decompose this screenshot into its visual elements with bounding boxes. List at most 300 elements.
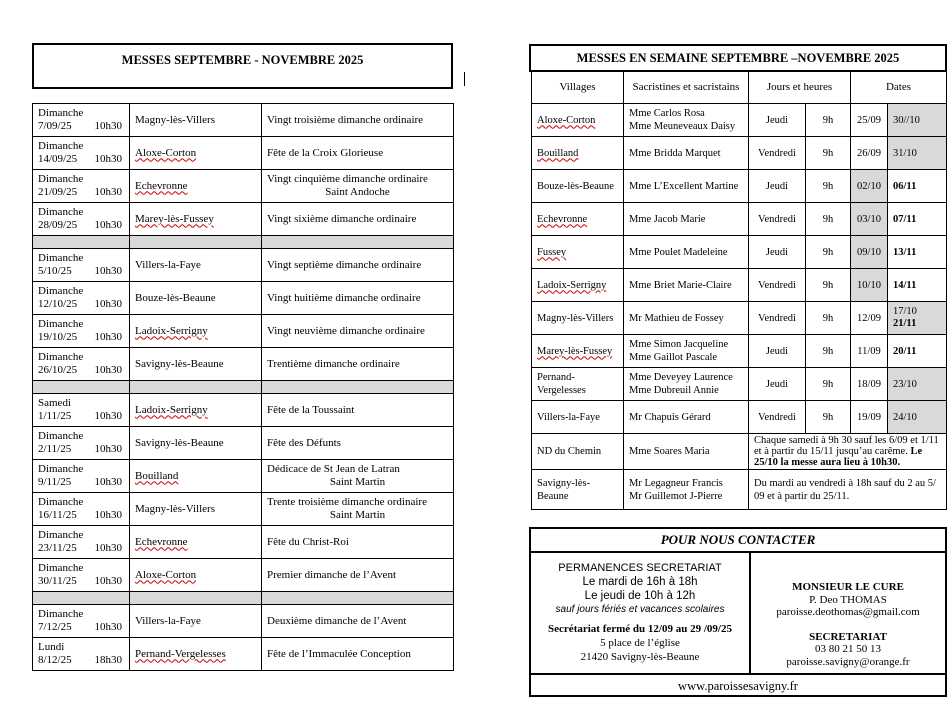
mass-datetime — [38, 621, 124, 634]
date-2b: 21/11 — [893, 318, 917, 329]
mass-place: Ladoix-Serrigny — [135, 324, 208, 337]
separator-cell — [33, 592, 130, 605]
date-2a: 17/10 — [893, 306, 917, 317]
header-villages: Villages — [532, 72, 624, 104]
mass-place: Bouilland — [135, 469, 179, 482]
mass-place-cell — [130, 249, 262, 282]
mass-time: 10h30 — [94, 331, 122, 343]
mass-time: 18h30 — [94, 654, 122, 666]
mass-date-cell — [33, 394, 130, 427]
weekday-row — [532, 104, 947, 137]
mass-place-cell — [130, 315, 262, 348]
village-cell — [532, 335, 624, 368]
mass-date-cell — [33, 249, 130, 282]
mass-feast-cell — [262, 427, 454, 460]
sacristain-name: Mr Guillemot J-Pierre — [629, 490, 723, 502]
perm-title: PERMANENCES SECRETARIAT — [558, 562, 722, 574]
date-1-cell: 19/09 — [851, 401, 888, 434]
mass-date-cell — [33, 526, 130, 559]
mass-place: Marey-lès-Fussey — [135, 212, 214, 225]
weekday-cell: Jeudi — [749, 335, 806, 368]
mass-feast: Fête du Christ-Roi — [267, 535, 349, 548]
mass-feast-cell — [262, 460, 454, 493]
mass-feast-cell — [262, 104, 454, 137]
mass-datetime — [38, 476, 124, 489]
sacristain-cell — [624, 335, 749, 368]
mass-date: 7/09/25 — [38, 120, 72, 132]
date-1-cell: 03/10 — [851, 203, 888, 236]
weekday-masses-table — [531, 71, 947, 510]
mass-feast-cell — [262, 638, 454, 671]
mass-feast-saint: Saint Andoche — [325, 186, 390, 198]
header-dates: Dates — [851, 72, 947, 104]
mass-time: 10h30 — [94, 443, 122, 455]
mass-time: 10h30 — [94, 120, 122, 132]
mass-datetime — [38, 186, 124, 199]
village-cell — [532, 137, 624, 170]
permanences-panel — [531, 553, 751, 673]
mass-feast: Vingt sixième dimanche ordinaire — [267, 212, 417, 225]
schedule-note-cell: Du mardi au vendredi à 18h sauf du 2 au 5/ 09 et à partir du 25/11. — [749, 470, 947, 510]
sacristain-cell — [624, 302, 749, 335]
date-2-cell: 20/11 — [888, 335, 947, 368]
mass-datetime — [38, 654, 124, 667]
mass-row — [33, 394, 454, 427]
mass-row — [33, 282, 454, 315]
mass-row — [33, 493, 454, 526]
sacristain-name: Mme Bridda Marquet — [629, 147, 721, 159]
mass-day: Dimanche — [38, 140, 84, 152]
mass-day: Samedi — [38, 397, 71, 409]
header-sacristains: Sacristines et sacristains — [624, 72, 749, 104]
mass-place: Echevronne — [135, 179, 188, 192]
separator-row — [33, 236, 454, 249]
sacristain-cell — [624, 236, 749, 269]
mass-row — [33, 137, 454, 170]
village-name: Pernand-Vergelesses — [537, 372, 586, 396]
mass-date-cell — [33, 282, 130, 315]
village-cell — [532, 269, 624, 302]
right-title-box — [529, 44, 947, 72]
mass-feast-cell — [262, 170, 454, 203]
weekday-cell: Jeudi — [749, 104, 806, 137]
mass-datetime — [38, 575, 124, 588]
header-jours: Jours et heures — [749, 72, 851, 104]
address-line-2: 21420 Savigny-lès-Beaune — [580, 651, 700, 663]
separator-row — [33, 381, 454, 394]
hour-cell: 9h — [806, 170, 851, 203]
mass-feast: Premier dimanche de l’Avent — [267, 568, 396, 581]
sacristain-name: Mme Gaillot Pascale — [629, 352, 718, 363]
date-2-cell: 13/11 — [888, 236, 947, 269]
mass-place-cell — [130, 493, 262, 526]
village-name: Bouze-lès-Beaune — [537, 180, 614, 192]
mass-day: Dimanche — [38, 430, 84, 442]
mass-place: Savigny-lès-Beaune — [135, 357, 224, 370]
mass-datetime — [38, 509, 124, 522]
weekday-row — [532, 368, 947, 401]
cure-name: P. Deo THOMAS — [809, 593, 887, 606]
sacristain-name: Mr Legagneur Francis — [629, 477, 723, 489]
mass-place-cell — [130, 203, 262, 236]
mass-date: 19/10/25 — [38, 331, 78, 343]
mass-time: 10h30 — [94, 509, 122, 521]
sacristain-cell — [624, 104, 749, 137]
mass-feast-cell — [262, 137, 454, 170]
hour-cell: 9h — [806, 368, 851, 401]
sacristain-cell — [624, 368, 749, 401]
mass-date-cell — [33, 605, 130, 638]
address-line-1: 5 place de l’église — [600, 637, 680, 649]
village-cell — [532, 302, 624, 335]
mass-feast: Vingt neuvième dimanche ordinaire — [267, 324, 425, 337]
sacristain-name: Mme Meuneveaux Daisy — [629, 121, 736, 132]
mass-place: Savigny-lès-Beaune — [135, 436, 224, 449]
mass-feast: Dédicace de St Jean de Latran — [267, 463, 400, 475]
mass-day: Dimanche — [38, 107, 84, 119]
mass-place: Bouze-lès-Beaune — [135, 291, 216, 304]
mass-place: Magny-lès-Villers — [135, 113, 215, 126]
mass-row — [33, 526, 454, 559]
date-2-cell: 31/10 — [888, 137, 947, 170]
cursor-mark — [464, 72, 465, 86]
date-1-cell: 02/10 — [851, 170, 888, 203]
mass-feast-cell — [262, 605, 454, 638]
weekday-row — [532, 269, 947, 302]
schedule-note: Chaque samedi à 9h 30 sauf les 6/09 et 1/11 et à partir du 15/11 jusqu’au carême. — [754, 435, 939, 457]
mass-time: 10h30 — [94, 364, 122, 376]
mass-row — [33, 104, 454, 137]
mass-feast: Vingt troisième dimanche ordinaire — [267, 113, 424, 126]
mass-place-cell — [130, 104, 262, 137]
mass-datetime — [38, 120, 124, 133]
mass-feast-cell — [262, 394, 454, 427]
mass-date: 16/11/25 — [38, 509, 77, 521]
weekday-row — [532, 170, 947, 203]
mass-date: 7/12/25 — [38, 621, 72, 633]
mass-date: 23/11/25 — [38, 542, 77, 554]
schedule-note-bold: Le 25/10 la messe aura lieu à 10h30. — [754, 446, 923, 468]
contact-title: POUR NOUS CONTACTER — [531, 529, 945, 553]
weekday-row — [532, 137, 947, 170]
mass-date-cell — [33, 559, 130, 592]
mass-place-cell — [130, 638, 262, 671]
sacristain-name: Mme Carlos Rosa — [629, 108, 705, 119]
mass-date: 14/09/25 — [38, 153, 78, 165]
sunday-masses-table — [32, 103, 454, 671]
mass-day: Dimanche — [38, 463, 84, 475]
hour-cell: 9h — [806, 335, 851, 368]
mass-day: Dimanche — [38, 562, 84, 574]
cure-title: MONSIEUR LE CURE — [792, 581, 904, 593]
mass-day: Dimanche — [38, 496, 84, 508]
sacristain-cell — [624, 137, 749, 170]
mass-row — [33, 559, 454, 592]
separator-cell — [262, 236, 454, 249]
village-name: Villers-la-Faye — [537, 411, 600, 423]
mass-time: 10h30 — [94, 186, 122, 198]
separator-cell — [33, 236, 130, 249]
weekday-cell: Jeudi — [749, 170, 806, 203]
mass-place: Villers-la-Faye — [135, 258, 201, 271]
sacristain-cell — [624, 401, 749, 434]
mass-feast-cell — [262, 348, 454, 381]
separator-cell — [262, 381, 454, 394]
hour-cell: 9h — [806, 401, 851, 434]
mass-datetime — [38, 298, 124, 311]
mass-time: 10h30 — [94, 476, 122, 488]
mass-place-cell — [130, 526, 262, 559]
weekday-cell: Vendredi — [749, 269, 806, 302]
date-2-cell: 07/11 — [888, 203, 947, 236]
mass-row — [33, 315, 454, 348]
mass-date-cell — [33, 348, 130, 381]
mass-datetime — [38, 153, 124, 166]
weekday-cell: Vendredi — [749, 401, 806, 434]
mass-date: 2/11/25 — [38, 443, 72, 455]
sacristain-name: Mme Dubreuil Annie — [629, 385, 719, 396]
mass-date-cell — [33, 493, 130, 526]
separator-cell — [130, 236, 262, 249]
mass-row — [33, 638, 454, 671]
date-1-cell: 09/10 — [851, 236, 888, 269]
mass-date-cell — [33, 427, 130, 460]
mass-datetime — [38, 265, 124, 278]
mass-row — [33, 605, 454, 638]
mass-feast-cell — [262, 203, 454, 236]
mass-feast: Deuxième dimanche de l’Avent — [267, 614, 407, 627]
sacristain-cell — [624, 170, 749, 203]
village-name: Magny-lès-Villers — [537, 312, 614, 324]
village-name: Bouilland — [537, 147, 579, 159]
sacristain-name: Mr Mathieu de Fossey — [629, 312, 724, 324]
perm-line-2: Le jeudi de 10h à 12h — [584, 590, 696, 602]
mass-day: Dimanche — [38, 206, 84, 218]
separator-cell — [130, 381, 262, 394]
date-1-cell: 10/10 — [851, 269, 888, 302]
mass-feast-cell — [262, 315, 454, 348]
mass-datetime — [38, 364, 124, 377]
village-cell — [532, 170, 624, 203]
mass-place-cell — [130, 348, 262, 381]
weekday-cell: Jeudi — [749, 236, 806, 269]
village-name: Ladoix-Serrigny — [537, 279, 607, 291]
hour-cell: 9h — [806, 236, 851, 269]
village-cell — [532, 401, 624, 434]
mass-feast: Trente troisième dimanche ordinaire — [267, 496, 427, 508]
weekday-row — [532, 335, 947, 368]
mass-feast-cell — [262, 249, 454, 282]
mass-feast: Vingt huitième dimanche ordinaire — [267, 291, 421, 304]
date-2-cell: 24/10 — [888, 401, 947, 434]
sacristain-name: Mr Chapuis Gérard — [629, 411, 711, 423]
date-1-cell: 18/09 — [851, 368, 888, 401]
hour-cell: 9h — [806, 269, 851, 302]
hour-cell: 9h — [806, 203, 851, 236]
mass-feast: Fête de l’Immaculée Conception — [267, 647, 411, 660]
mass-time: 10h30 — [94, 265, 122, 277]
mass-place-cell — [130, 170, 262, 203]
mass-time: 10h30 — [94, 410, 122, 422]
weekday-row-nd — [532, 434, 947, 470]
sacristain-cell — [624, 470, 749, 510]
mass-place-cell — [130, 427, 262, 460]
mass-day: Dimanche — [38, 351, 84, 363]
mass-feast: Fête de la Croix Glorieuse — [267, 146, 384, 159]
mass-date-cell — [33, 315, 130, 348]
mass-date-cell — [33, 638, 130, 671]
mass-place: Magny-lès-Villers — [135, 502, 215, 515]
mass-place: Ladoix-Serrigny — [135, 403, 208, 416]
right-title: MESSES EN SEMAINE SEPTEMBRE –NOVEMBRE 2025 — [576, 51, 900, 65]
date-2-cell: 06/11 — [888, 170, 947, 203]
mass-datetime — [38, 542, 124, 555]
village-cell: ND du Chemin — [532, 434, 624, 470]
contacts-panel — [751, 553, 945, 673]
contact-box — [529, 527, 947, 697]
mass-place: Aloxe-Corton — [135, 568, 197, 581]
mass-place: Villers-la-Faye — [135, 614, 201, 627]
date-1-cell: 11/09 — [851, 335, 888, 368]
mass-place-cell — [130, 460, 262, 493]
weekday-row — [532, 203, 947, 236]
mass-day: Lundi — [38, 641, 65, 653]
date-1-cell: 25/09 — [851, 104, 888, 137]
mass-time: 10h30 — [94, 298, 122, 310]
mass-time: 10h30 — [94, 575, 122, 587]
mass-row — [33, 203, 454, 236]
weekday-row — [532, 401, 947, 434]
weekday-cell: Vendredi — [749, 137, 806, 170]
sacristain-name: Mme L’Excellent Martine — [629, 180, 739, 192]
date-2-cell: 23/10 — [888, 368, 947, 401]
mass-date: 28/09/25 — [38, 219, 78, 231]
village-name: Aloxe-Corton — [537, 114, 596, 126]
perm-note: sauf jours fériés et vacances scolaires — [555, 604, 725, 615]
mass-place-cell — [130, 605, 262, 638]
mass-day: Dimanche — [38, 173, 84, 185]
weekday-row — [532, 302, 947, 335]
left-title: MESSES SEPTEMBRE - NOVEMBRE 2025 — [121, 53, 364, 67]
mass-date-cell — [33, 137, 130, 170]
mass-row — [33, 249, 454, 282]
cure-email[interactable]: paroisse.deothomas@gmail.com — [776, 606, 920, 618]
mass-feast-cell — [262, 493, 454, 526]
mass-datetime — [38, 410, 124, 423]
village-name: Echevronne — [537, 213, 588, 225]
sacristain-name: Mme Simon Jacqueline — [629, 339, 729, 350]
hour-cell: 9h — [806, 104, 851, 137]
mass-time: 10h30 — [94, 621, 122, 633]
mass-date: 26/10/25 — [38, 364, 78, 376]
village-cell: Savigny-lès-Beaune — [532, 470, 624, 510]
mass-time: 10h30 — [94, 542, 122, 554]
website-link[interactable]: www.paroissesavigny.fr — [678, 679, 798, 693]
schedule-note-cell — [749, 434, 947, 470]
date-2-cell: 14/11 — [888, 269, 947, 302]
sacristain-name: Mme Briet Marie-Claire — [629, 279, 732, 291]
sacristain-cell — [624, 269, 749, 302]
mass-date: 21/09/25 — [38, 186, 78, 198]
mass-feast-cell — [262, 282, 454, 315]
mass-day: Dimanche — [38, 285, 84, 297]
mass-datetime — [38, 219, 124, 232]
mass-feast-cell — [262, 559, 454, 592]
date-2-cell — [888, 302, 947, 335]
village-cell — [532, 236, 624, 269]
mass-day: Dimanche — [38, 318, 84, 330]
mass-date: 9/11/25 — [38, 476, 72, 488]
mass-date-cell — [33, 460, 130, 493]
date-1-cell: 12/09 — [851, 302, 888, 335]
weekday-row — [532, 236, 947, 269]
mass-feast: Fête des Défunts — [267, 436, 341, 449]
village-cell — [532, 368, 624, 401]
mass-date: 30/11/25 — [38, 575, 77, 587]
mass-feast: Trentième dimanche ordinaire — [267, 357, 400, 370]
mass-place-cell — [130, 137, 262, 170]
mass-feast: Vingt cinquième dimanche ordinaire — [267, 173, 428, 185]
separator-row — [33, 592, 454, 605]
mass-row — [33, 460, 454, 493]
secretariat-phone: 03 80 21 50 13 — [815, 643, 881, 655]
mass-date-cell — [33, 170, 130, 203]
hour-cell: 9h — [806, 302, 851, 335]
mass-date: 5/10/25 — [38, 265, 72, 277]
village-name: Marey-lès-Fussey — [537, 345, 613, 357]
date-1-cell: 26/09 — [851, 137, 888, 170]
mass-feast-saint: Saint Martin — [329, 476, 386, 488]
mass-row — [33, 348, 454, 381]
mass-day: Dimanche — [38, 529, 84, 541]
sacristain-name: Mme Deveyey Laurence — [629, 372, 733, 383]
mass-place-cell — [130, 559, 262, 592]
village-cell — [532, 203, 624, 236]
mass-date: 1/11/25 — [38, 410, 72, 422]
mass-date: 8/12/25 — [38, 654, 72, 666]
weekday-cell: Jeudi — [749, 368, 806, 401]
mass-date-cell — [33, 203, 130, 236]
mass-feast: Fête de la Toussaint — [267, 403, 355, 416]
mass-feast-saint: Saint Martin — [329, 509, 386, 521]
sacristain-name: Mme Poulet Madeleine — [629, 246, 728, 258]
mass-date: 12/10/25 — [38, 298, 78, 310]
mass-row — [33, 427, 454, 460]
separator-cell — [262, 592, 454, 605]
weekday-row-savigny — [532, 470, 947, 510]
village-cell — [532, 104, 624, 137]
sacristain-cell — [624, 203, 749, 236]
mass-feast-cell — [262, 526, 454, 559]
sacristain-cell: Mme Soares Maria — [624, 434, 749, 470]
mass-datetime — [38, 443, 124, 456]
mass-time: 10h30 — [94, 153, 122, 165]
mass-place: Aloxe-Corton — [135, 146, 197, 159]
secretariat-title: SECRETARIAT — [809, 630, 887, 643]
village-name: Fussey — [537, 246, 567, 258]
perm-line-1: Le mardi de 16h à 18h — [582, 576, 698, 588]
hour-cell: 9h — [806, 137, 851, 170]
mass-place-cell — [130, 394, 262, 427]
date-2-cell: 30//10 — [888, 104, 947, 137]
mass-place-cell — [130, 282, 262, 315]
mass-datetime — [38, 331, 124, 344]
mass-date-cell — [33, 104, 130, 137]
separator-cell — [33, 381, 130, 394]
mass-day: Dimanche — [38, 608, 84, 620]
mass-day: Dimanche — [38, 252, 84, 264]
secretariat-email[interactable]: paroisse.savigny@orange.fr — [786, 655, 910, 668]
